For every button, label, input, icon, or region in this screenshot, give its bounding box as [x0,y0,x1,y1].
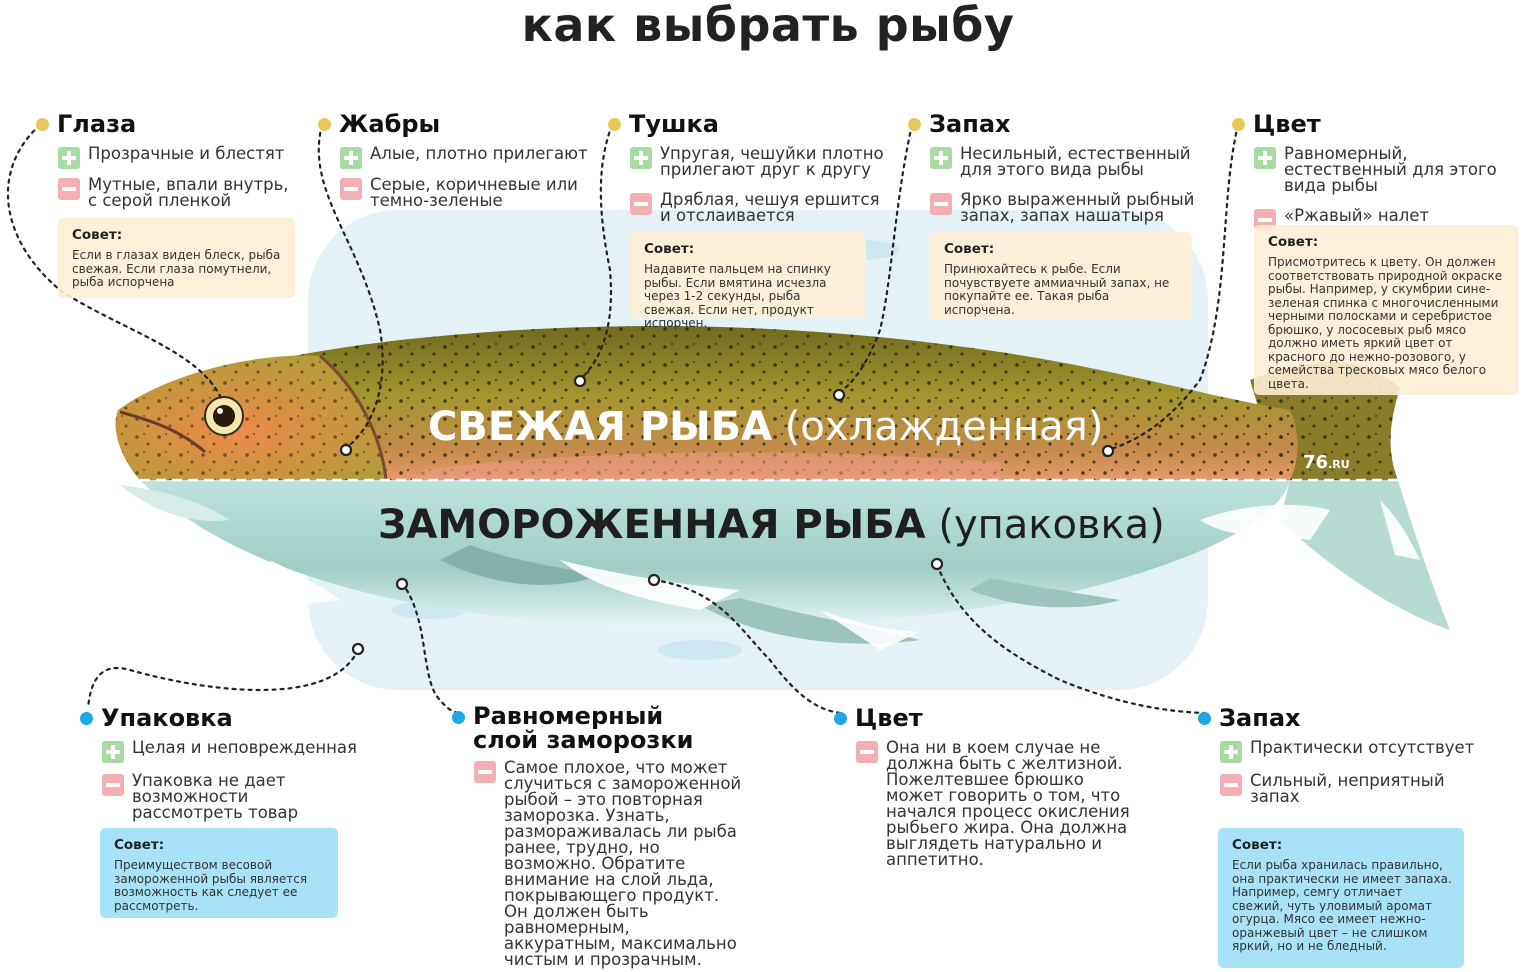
tip-heading: Совет: [1268,234,1319,250]
plus-icon [630,147,652,169]
section-heading: Запах [929,110,1011,138]
frozen-color-block [834,704,1144,868]
minus-icon [474,761,496,783]
plus-icon [102,741,124,763]
frozen-package-block [80,704,380,821]
minus-icon [930,193,952,215]
fresh-smell-block [908,110,1208,224]
site-logo [1303,452,1350,473]
page-title: как выбрать рыбу [521,0,1015,52]
minus-text: Дряблая, чешуя ершится и отслаивается [660,190,880,225]
tip-text: Преимуществом весовой замороженной рыбы является возможность как следует ее рассмотреть. [114,858,308,913]
fresh-banner-light: (охлажденная) [784,404,1104,450]
fresh-body-block [608,110,888,224]
plus-icon [340,147,362,169]
tip-text: Если рыба хранилась правильно, она практически не имеет запаха. Например, семгу отличает свежий, чуть уловимый аромат огурца. Мясо ее имеет нежно-оранжевый цвет – не слишком яркий, но и не бледный. [1232,858,1452,953]
plus-text: Целая и неповрежденная [132,738,357,757]
section-heading: Равномерный слой заморозки [473,702,694,754]
plus-icon [1220,741,1242,763]
fresh-banner-bold: СВЕЖАЯ РЫБА [428,404,773,450]
bullet-dot [834,712,847,725]
frozen-package-tip [100,828,338,918]
minus-text: Упаковка не дает возможности рассмотреть товар [132,771,299,822]
tip-heading: Совет: [944,241,995,257]
bullet-dot [36,118,49,131]
minus-text: Ярко выраженный рыбный запах, запах нашатыря [960,190,1195,225]
section-heading: Цвет [855,704,923,732]
minus-icon [1220,774,1242,796]
bullet-dot [80,712,93,725]
minus-text: «Ржавый» налет [1284,206,1430,225]
section-heading: Жабры [339,110,441,138]
logo-main: 76 [1303,452,1329,473]
frozen-smell-block [1198,704,1518,805]
frozen-banner [378,502,1165,548]
tip-text: Принюхайтесь к рыбе. Если почувствуете аммиачный запах, не покупайте ее. Такая рыба испорчена. [944,262,1170,317]
section-heading: Цвет [1253,110,1321,138]
minus-text: Самое плохое, что может случиться с замороженной рыбой – это повторная заморозка. Узнать, размораживалась ли рыба ранее, трудно, но возможно. Обратите внимание на слой льда, покрывающего продукт. Он должен быть равномерным, аккуратным, максимально чистым и прозрачным. [504,758,742,969]
fresh-color-tip [1254,225,1518,395]
bullet-dot [1198,712,1211,725]
section-heading: Глаза [57,110,137,138]
tip-heading: Совет: [114,837,165,853]
tip-text: Если в глазах виден блеск, рыба свежая. Если глаза помутнели, рыба испорчена [72,248,281,289]
minus-text: Она ни в коем случае не должна быть с желтизной. Пожелтевшее брюшко может говорить о том, что начался процесс окисления рыбьего жира. Она должна выглядеть натурально и аппетитно. [886,738,1130,869]
bullet-dot [318,118,331,131]
fresh-color-block [1232,110,1532,231]
minus-text: Мутные, впали внутрь, с серой пленкой [88,175,289,210]
section-heading: Тушка [629,110,719,138]
plus-icon [1254,147,1276,169]
plus-text: Практически отсутствует [1250,738,1475,757]
minus-icon [856,741,878,763]
minus-icon [340,178,362,200]
frozen-glaze-block [452,704,752,968]
minus-icon [102,774,124,796]
tip-text: Надавите пальцем на спинку рыбы. Если вмятина исчезла через 1-2 секунды, рыба свежая. Если нет, продукт испорчен. [644,262,831,330]
tip-heading: Совет: [644,241,695,257]
bullet-dot [1232,118,1245,131]
minus-icon [630,193,652,215]
plus-icon [930,147,952,169]
plus-text: Равномерный, естественный для этого вида рыбы [1284,144,1497,195]
plus-text: Несильный, естественный для этого вида рыбы [960,144,1191,179]
fresh-body-tip [630,232,866,330]
frozen-banner-light: (упаковка) [938,502,1165,548]
section-heading: Упаковка [101,704,233,732]
plus-text: Упругая, чешуйки плотно прилегают друг к другу [660,144,884,179]
bullet-dot [452,711,465,724]
tip-heading: Совет: [72,227,123,243]
fresh-smell-tip [930,232,1192,320]
fresh-eyes-block [36,110,296,209]
plus-icon [58,147,80,169]
tip-heading: Совет: [1232,837,1283,853]
frozen-banner-bold: ЗАМОРОЖЕННАЯ РЫБА [378,502,926,548]
minus-text: Сильный, неприятный запах [1250,771,1445,806]
minus-icon [58,178,80,200]
fresh-eyes-tip [58,218,295,298]
logo-suffix: .RU [1328,458,1350,471]
fresh-banner [428,404,1103,450]
tip-text: Присмотритесь к цвету. Он должен соответствовать природной окраске рыбы. Например, у скумбрии сине-зеленая спинка с многочисленными черными полосками и серебристое брюшко, у лососевых рыб мясо должно иметь яркий цвет от красного до нежно-розового, у семейства тресковых мясо белого цвета. [1268,255,1503,391]
minus-text: Серые, коричневые или темно-зеленые [370,175,578,210]
plus-text: Алые, плотно прилегают [370,144,588,163]
frozen-smell-tip [1218,828,1464,968]
bullet-dot [908,118,921,131]
plus-text: Прозрачные и блестят [88,144,285,163]
bullet-dot [608,118,621,131]
section-heading: Запах [1219,704,1301,732]
fresh-gills-block [318,110,590,209]
